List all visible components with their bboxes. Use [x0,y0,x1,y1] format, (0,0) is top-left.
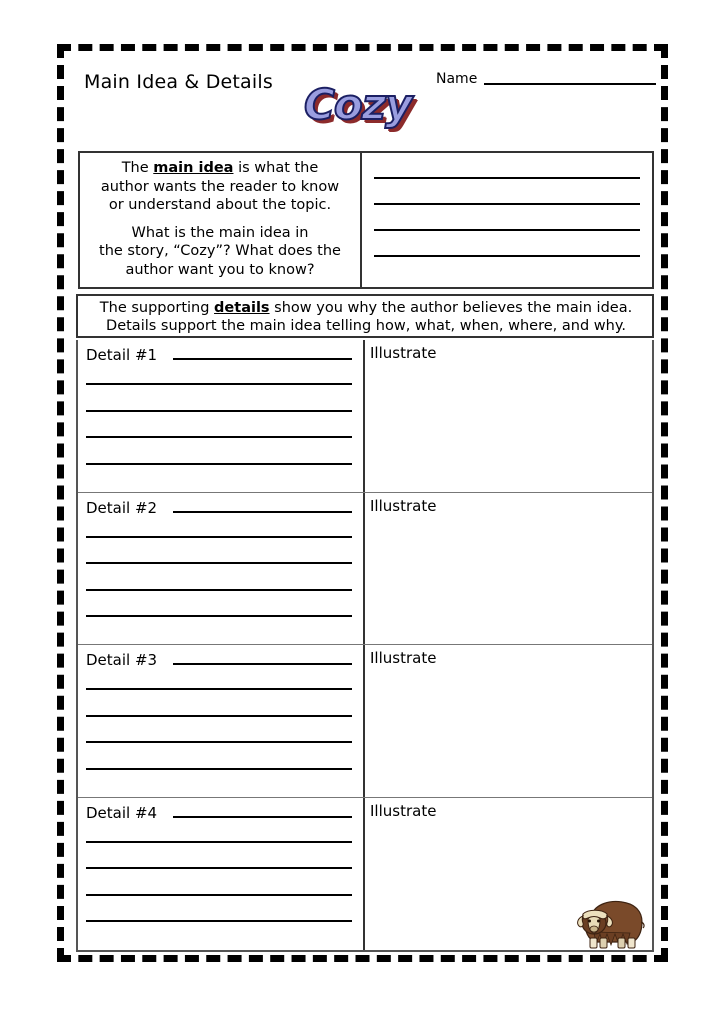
detail-writing-line[interactable] [86,589,352,591]
definition-line-2: author wants the reader to know [100,178,340,195]
detail-title-line[interactable] [173,358,352,360]
main-idea-answer-line[interactable] [374,203,640,205]
details-text-a: The supporting [99,300,215,316]
details-instruction-line-1 [84,299,648,317]
detail-writing-line[interactable] [86,841,352,843]
detail-writing-line[interactable] [86,536,352,538]
detail-writing-cell[interactable] [78,340,365,492]
illustrate-label: Illustrate [370,344,437,362]
detail-label: Detail #3 [86,651,158,669]
detail-writing-line[interactable] [86,920,352,922]
detail-writing-line[interactable] [86,410,352,412]
detail-writing-line[interactable] [86,383,352,385]
illustrate-cell[interactable] [365,645,652,797]
detail-header [86,348,352,363]
detail-writing-line[interactable] [86,741,352,743]
question-line-2: the story, “Cozy”? What does the [99,243,341,260]
detail-writing-cell[interactable] [78,645,365,797]
illustrate-cell[interactable] [365,493,652,645]
detail-writing-line[interactable] [86,436,352,438]
detail-header [86,653,352,668]
detail-title-line[interactable] [173,511,352,513]
detail-writing-line[interactable] [86,463,352,465]
detail-row [78,798,652,951]
detail-writing-line[interactable] [86,867,352,869]
main-idea-answer-area[interactable] [362,153,652,287]
definition-text-c: is what the [233,160,319,176]
details-grid [76,340,654,952]
detail-writing-line[interactable] [86,894,352,896]
detail-title-line[interactable] [173,816,352,818]
detail-row [78,493,652,646]
detail-label: Detail #1 [86,346,158,364]
detail-writing-line[interactable] [86,562,352,564]
detail-writing-lines [86,688,352,770]
details-instruction-banner [76,294,654,338]
illustrate-label: Illustrate [370,496,437,515]
name-input-line[interactable] [484,83,656,85]
detail-row [78,645,652,798]
main-idea-answer-line[interactable] [374,177,640,179]
illustrate-label: Illustrate [370,801,437,820]
story-title: Cozy [304,80,412,129]
main-idea-answer-line[interactable] [374,255,640,257]
detail-writing-cell[interactable] [78,493,365,645]
name-field[interactable] [436,72,656,87]
worksheet-header [76,64,654,144]
detail-writing-cell[interactable] [78,798,365,951]
page-title: Main Idea & Details [84,71,273,93]
detail-writing-lines [86,841,352,923]
detail-label: Detail #4 [86,803,158,822]
detail-title-line[interactable] [173,663,352,665]
details-text-c: show you why the author believes the main idea. [269,300,633,316]
details-instruction-line-2: Details support the main idea telling how, what, when, where, and why. [106,318,626,335]
question-line-3: author want you to know? [125,261,315,278]
detail-header [86,498,352,517]
detail-writing-lines [86,536,352,618]
illustrate-cell[interactable] [365,798,652,951]
detail-row [78,340,652,493]
main-idea-answer-line[interactable] [374,229,640,231]
detail-writing-line[interactable] [86,715,352,717]
main-idea-box [78,151,654,289]
main-idea-definition [88,159,352,215]
definition-text-a: The [121,160,154,176]
definition-line-3: or understand about the topic. [108,197,332,214]
detail-writing-line[interactable] [86,768,352,770]
illustrate-cell[interactable] [365,340,652,492]
detail-label: Detail #2 [86,498,158,517]
details-term: details [214,300,270,316]
main-idea-question [88,224,352,280]
detail-writing-lines [86,383,352,465]
detail-header [86,803,352,822]
detail-writing-line[interactable] [86,615,352,617]
name-label: Name [436,71,478,87]
muskox-icon [572,892,646,954]
main-idea-prompt [80,153,362,287]
detail-writing-line[interactable] [86,688,352,690]
question-line-1: What is the main idea in [131,224,309,241]
illustrate-label: Illustrate [370,649,437,667]
main-idea-term: main idea [153,160,234,176]
